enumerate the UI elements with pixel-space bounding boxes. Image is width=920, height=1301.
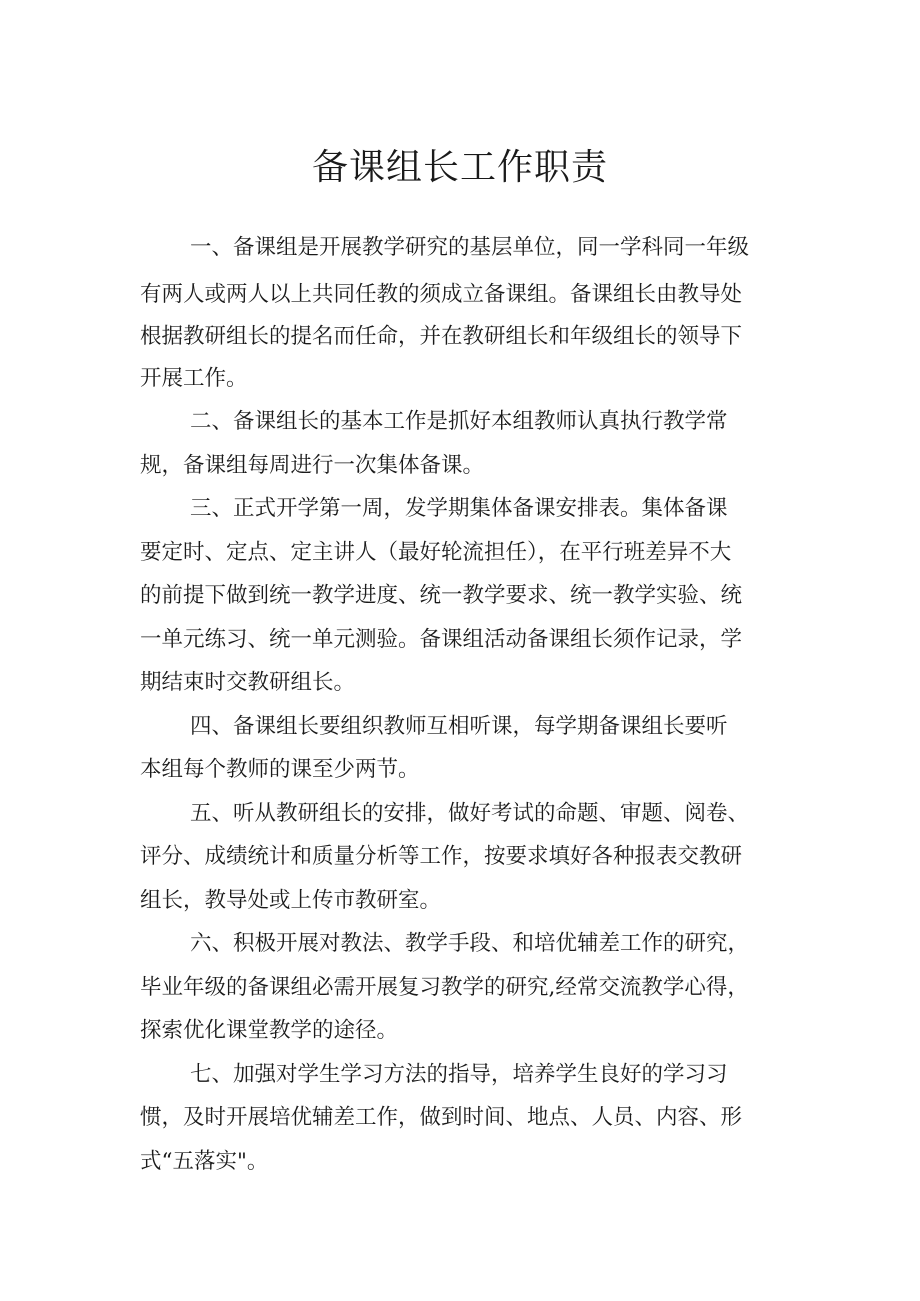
paragraph-line: 惯，及时开展培优辅差工作，做到时间、地点、人员、内容、形 bbox=[140, 1105, 743, 1130]
paragraph-line: 要定时、定点、定主讲人（最好轮流担任），在平行班差异不大 bbox=[140, 540, 732, 565]
paragraph-line: 六、积极开展对教法、教学手段、和培优辅差工作的研究， bbox=[190, 931, 750, 956]
paragraph-line: 七、加强对学生学习方法的指导，培养学生良好的学习习 bbox=[190, 1062, 728, 1087]
paragraph-line: 五、听从教研组长的安排，做好考试的命题、审题、阅卷、 bbox=[190, 801, 750, 826]
paragraph-line: 期结束时交教研组长。 bbox=[140, 670, 356, 695]
paragraph-line: 规，备课组每周进行一次集体备课。 bbox=[140, 453, 485, 478]
paragraph-line: 开展工作。 bbox=[140, 366, 248, 391]
paragraph-line: 有两人或两人以上共同任教的须成立备课组。备课组长由教导处 bbox=[140, 282, 743, 307]
paragraph-line: 一、备课组是开展教学研究的基层单位，同一学科同一年级 bbox=[190, 235, 750, 260]
paragraph-line: 根据教研组长的提名而任命，并在教研组长和年级组长的领导下 bbox=[140, 324, 743, 349]
document-title: 备课组长工作职责 bbox=[311, 147, 608, 188]
paragraph-line: 四、备课组长要组织教师互相听课，每学期备课组长要听 bbox=[190, 714, 728, 739]
paragraph-line: 探索优化课堂教学的途径。 bbox=[140, 1018, 399, 1043]
paragraph-line: 毕业年级的备课组必需开展复习教学的研究,经常交流教学心得， bbox=[140, 975, 749, 1000]
paragraph-line: 三、正式开学第一周，发学期集体备课安排表。集体备课 bbox=[190, 496, 728, 521]
paragraph-line: 本组每个教师的课至少两节。 bbox=[140, 757, 420, 782]
paragraph-line: 评分、成绩统计和质量分析等工作，按要求填好各种报表交教研 bbox=[140, 844, 743, 869]
paragraph-line: 组长，教导处或上传市教研室。 bbox=[140, 888, 442, 913]
paragraph-line: 的前提下做到统一教学进度、统一教学要求、统一教学实验、统 bbox=[140, 583, 743, 608]
paragraph-line: 式“五落实"。 bbox=[140, 1149, 269, 1174]
paragraph-line: 二、备课组长的基本工作是抓好本组教师认真执行教学常 bbox=[190, 409, 728, 434]
paragraph-line: 一单元练习、统一单元测验。备课组活动备课组长须作记录，学 bbox=[140, 627, 743, 652]
